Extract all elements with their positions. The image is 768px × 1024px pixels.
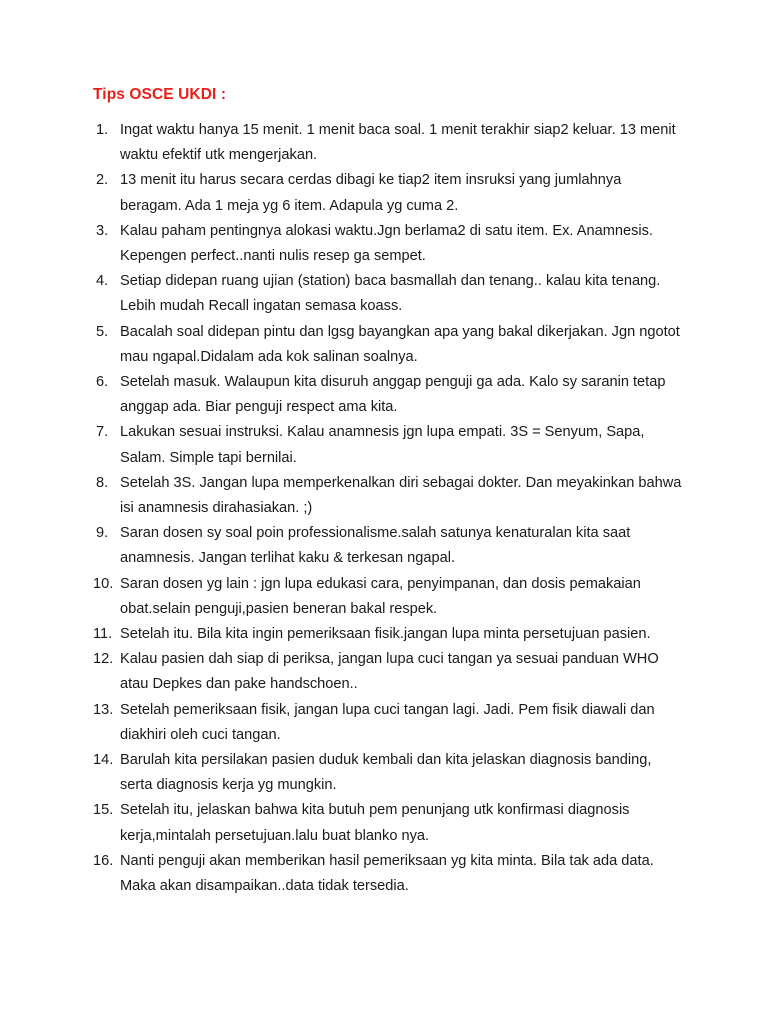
list-item-text: Nanti penguji akan memberikan hasil pemeriksaan yg kita minta. Bila tak ada data. Maka akan disampaikan..data tidak tersedia. [120, 852, 654, 895]
list-item-number: 6. [96, 374, 109, 391]
list-item-number: 14. [93, 752, 114, 769]
list-item-number: 5. [96, 323, 109, 340]
list-item [93, 748, 683, 798]
list-item-number: 1. [96, 122, 109, 138]
list-item-text: Saran dosen yg lain : jgn lupa edukasi cara, penyimpanan, dan dosis pemakaian obat.selain penguji,pasien beneran bakal respek. [120, 575, 641, 617]
list-item [93, 521, 683, 571]
list-item-number: 11. [93, 626, 113, 643]
list-item [93, 622, 683, 647]
list-item-number: 10. [93, 575, 114, 592]
list-item-text: 13 menit itu harus secara cerdas dibagi ke tiap2 item insruksi yang jumlahnya beragam. Ada 1 meja yg 6 item. Adapula yg cuma 2. [120, 172, 622, 214]
list-item-text: Bacalah soal didepan pintu dan lgsg bayangkan apa yang bakal dikerjakan. Jgn ngotot mau ngapal.Didalam ada kok salinan soalnya. [120, 323, 680, 365]
document-title: Tips OSCE UKDI : [93, 86, 227, 103]
list-item [93, 118, 683, 168]
list-item-text: Setelah pemeriksaan fisik, jangan lupa cuci tangan lagi. Jadi. Pem fisik diawali dan diakhiri oleh cuci tangan. [120, 701, 655, 743]
list-item [93, 647, 683, 697]
list-item-text: Setelah itu, jelaskan bahwa kita butuh pem penunjang utk konfirmasi diagnosis kerja,mintalah persetujuan.lalu buat blanko nya. [120, 802, 630, 844]
list-item-number: 3. [96, 222, 109, 239]
tips-list [93, 118, 683, 899]
list-item [93, 471, 683, 521]
list-item-text: Setelah itu. Bila kita ingin pemeriksaan fisik.jangan lupa minta persetujuan pasien. [120, 626, 651, 643]
list-item-number: 7. [96, 424, 109, 441]
list-item-number: 15. [93, 802, 114, 819]
list-item-text: Lakukan sesuai instruksi. Kalau anamnesis jgn lupa empati. 3S = Senyum, Sapa, Salam. Simple tapi bernilai. [120, 424, 645, 466]
list-item [93, 849, 683, 899]
list-item [93, 420, 683, 470]
list-item-number: 13. [93, 701, 114, 718]
list-item [93, 370, 683, 420]
list-item-text: Setelah masuk. Walaupun kita disuruh anggap penguji ga ada. Kalo sy saranin tetap anggap ada. Biar penguji respect ama kita. [120, 374, 666, 416]
list-item [93, 219, 683, 269]
list-item-number: 16. [93, 852, 114, 869]
list-item-text: Kalau pasien dah siap di periksa, jangan lupa cuci tangan ya sesuai panduan WHO atau Depkes dan pake handschoen.. [120, 651, 659, 693]
list-item-text: Barulah kita persilakan pasien duduk kembali dan kita jelaskan diagnosis banding, serta diagnosis kerja yg mungkin. [120, 752, 652, 794]
list-item [93, 572, 683, 622]
list-item-text: Kalau paham pentingnya alokasi waktu.Jgn berlama2 di satu item. Ex. Anamnesis. Kepengen perfect..nanti nulis resep ga sempet. [120, 222, 653, 265]
list-item-number: 9. [96, 525, 109, 542]
list-item-number: 4. [96, 273, 109, 290]
list-item [93, 698, 683, 748]
list-item-text: Setiap didepan ruang ujian (station) baca basmallah dan tenang.. kalau kita tenang. Lebih mudah Recall ingatan semasa koass. [120, 273, 661, 315]
list-item [93, 269, 683, 319]
list-item-text: Setelah 3S. Jangan lupa memperkenalkan diri sebagai dokter. Dan meyakinkan bahwa isi anamnesis dirahasiakan. ;) [120, 474, 682, 517]
list-item-number: 8. [96, 474, 109, 491]
list-item [93, 168, 683, 218]
list-item [93, 320, 683, 370]
list-item-number: 12. [93, 651, 114, 668]
list-item [93, 798, 683, 848]
list-item-number: 2. [96, 172, 109, 189]
list-item-text: Saran dosen sy soal poin professionalisme.salah satunya kenaturalan kita saat anamnesis. Jangan terlihat kaku & terkesan ngapal. [120, 525, 631, 567]
list-item-text: Ingat waktu hanya 15 menit. 1 menit baca soal. 1 menit terakhir siap2 keluar. 13 menit waktu efektif utk mengerjakan. [120, 122, 676, 164]
